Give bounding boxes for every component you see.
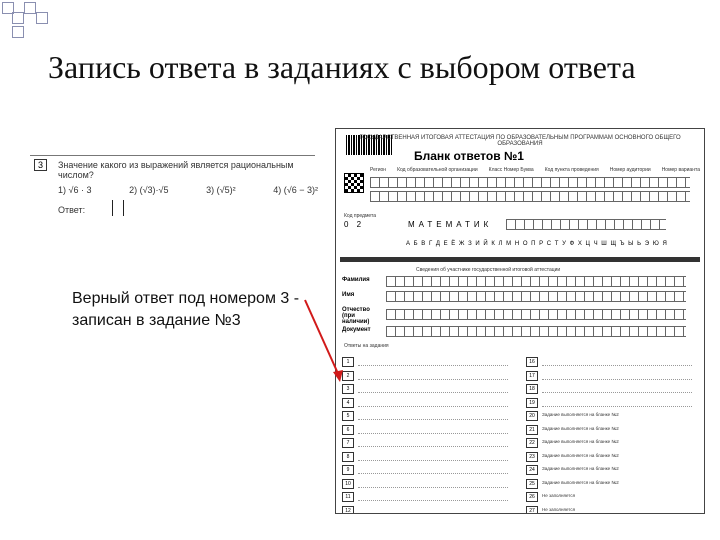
answer-row-hint: Не заполняется (542, 506, 576, 512)
answer-row-hint: Задание выполняется на бланке №2 (542, 479, 619, 485)
task-number: 3 (34, 159, 47, 171)
answer-row-number: 10 (342, 479, 354, 489)
answer-row-number: 12 (342, 506, 354, 515)
explanation-note: Верный ответ под номером 3 - записан в задание №3 (72, 290, 300, 329)
answer-row-hint: Не заполняется (542, 493, 576, 498)
answer-row-number: 17 (526, 371, 538, 381)
alphabet-sample: А Б В Г Д Е Ё Ж З И Й К Л М Н О П Р С Т У Ф Х Ц Ч Ш Щ Ъ Ы Ь Э Ю Я (406, 241, 668, 247)
answer-row-hint: Задание выполняется на бланке №2 (542, 439, 619, 444)
answer-row-number: 19 (526, 398, 538, 408)
column-label: Код образовательной организации (397, 167, 478, 173)
answer-row-number: 18 (526, 384, 538, 394)
slide-title: Запись ответа в заданиях с выбором ответа (48, 49, 636, 85)
field-label: Отчество (при наличии) (342, 307, 370, 325)
form-header: ГОСУДАРСТВЕННАЯ ИТОГОВАЯ АТТЕСТАЦИЯ ПО ОБРАЗОВАТЕЛЬНЫМ ПРОГРАММАМ ОСНОВНОГО ОБЩЕГО ОБРАЗОВАНИЯ (359, 135, 681, 147)
answer-row-hint: Задание выполняется на бланке №2 (542, 452, 619, 458)
answer-row-hint: Задание выполняется на бланке №2 (542, 412, 619, 417)
column-label: Номер аудитории (609, 167, 651, 173)
answer-row-number: 9 (342, 465, 354, 475)
answer-row-number: 27 (526, 506, 538, 515)
form-title: Бланк ответов №1 (414, 149, 524, 163)
answer-row-number: 1 (342, 357, 354, 367)
subject-code: 0 2 (344, 220, 365, 229)
subject-name: МАТЕМАТИК (408, 220, 493, 229)
field-label: Имя (342, 292, 355, 298)
participant-section-title: Сведения об участнике государственной итоговой аттестации (416, 267, 561, 273)
task-option: 4) (√6 − 3)² (273, 185, 318, 195)
answer-row-number: 26 (526, 492, 538, 502)
task-option: 1) √6 · 3 (58, 185, 92, 195)
answer-row-number: 23 (526, 452, 538, 462)
answer-row-number: 11 (342, 492, 354, 502)
answer-row-number: 6 (342, 425, 354, 435)
task-option: 2) (√3)·√5 (129, 185, 169, 195)
subject-label: Код предмета (344, 213, 377, 219)
field-label: Документ (342, 327, 371, 333)
answer-row-hint: Задание выполняется на бланке №2 (542, 425, 619, 431)
answer-row-hint: Задание выполняется на бланке №2 (542, 466, 619, 471)
answer-row-number: 8 (342, 452, 354, 462)
answer-label: Ответ: (58, 205, 86, 215)
arrow-head (333, 370, 343, 382)
answer-row-number: 25 (526, 479, 538, 489)
answer-row-number: 4 (342, 398, 354, 408)
column-label: Класс Номер Буква (488, 167, 534, 173)
answer-row-number: 2 (342, 371, 354, 381)
answers-section-title: Ответы на задания (344, 343, 389, 349)
arrow-line (305, 300, 340, 378)
answer-row-number: 16 (526, 357, 538, 367)
task-question: Значение какого из выражений является рациональным числом? (58, 160, 294, 180)
answer-row-number: 21 (526, 425, 538, 435)
answer-row-number: 24 (526, 465, 538, 475)
answer-row-number: 3 (342, 384, 354, 394)
column-label: Код пункта проведения (544, 167, 599, 173)
task-option: 3) (√5)² (206, 185, 236, 195)
field-label: Фамилия (342, 277, 370, 283)
answer-row-number: 20 (526, 411, 538, 421)
column-label: Номер варианта (661, 167, 700, 173)
answer-row-number: 5 (342, 411, 354, 421)
answer-row-number: 22 (526, 438, 538, 448)
column-label: Регион (370, 167, 387, 173)
answer-row-number: 7 (342, 438, 354, 448)
